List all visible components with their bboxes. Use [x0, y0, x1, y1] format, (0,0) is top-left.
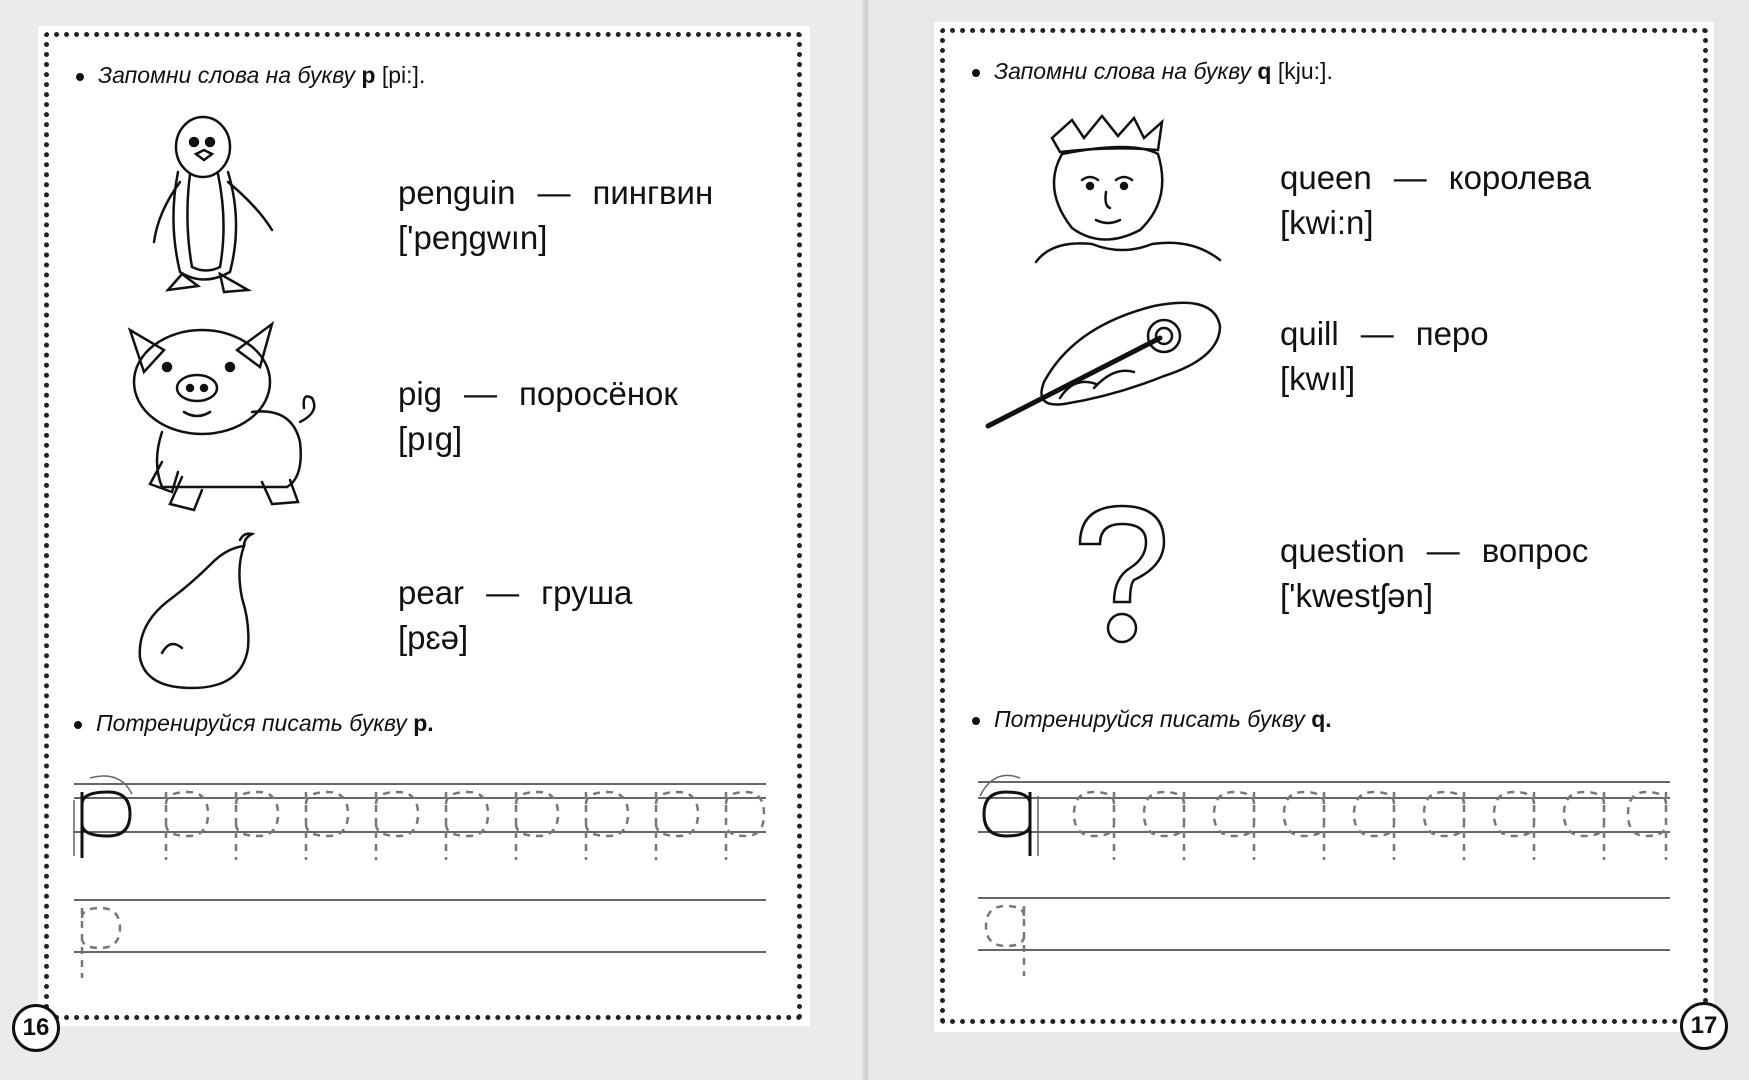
dash: —: [1360, 315, 1394, 352]
header-phonetic: [kju:].: [1277, 58, 1333, 84]
left-writing-practice: [70, 760, 770, 980]
russian-word: поросёнок: [519, 375, 678, 412]
header-phonetic: [pi:].: [381, 62, 426, 88]
transcription: [pıg]: [398, 420, 463, 457]
header-letter: p: [361, 62, 376, 88]
quill-illustration: [984, 296, 1224, 432]
dash: —: [1393, 159, 1427, 196]
practice-letter: q.: [1311, 706, 1332, 732]
transcription: [kwıl]: [1280, 360, 1356, 397]
pear-illustration: [132, 528, 272, 690]
header-letter: q: [1257, 58, 1272, 84]
transcription: ['kwestʃən]: [1280, 577, 1434, 614]
russian-word: вопрос: [1481, 532, 1589, 569]
dash: —: [537, 174, 571, 211]
left-header: [76, 62, 425, 89]
right-writing-practice: [974, 760, 1674, 980]
header-text: Запомни слова на букву: [98, 62, 356, 88]
dash: —: [1426, 532, 1460, 569]
word-quill: [1280, 311, 1489, 401]
header-text: Запомни слова на букву: [994, 58, 1252, 84]
right-header: [972, 58, 1333, 85]
question-mark-illustration: [1074, 502, 1170, 648]
page-16: [0, 0, 868, 1080]
russian-word: пингвин: [592, 174, 714, 211]
practice-text: Потренируйся писать букву: [96, 710, 407, 736]
russian-word: перо: [1415, 315, 1489, 352]
english-word: quill: [1280, 315, 1339, 352]
bullet-icon: [972, 69, 980, 77]
word-pig: [398, 371, 678, 461]
word-penguin: [398, 170, 713, 260]
word-queen: [1280, 155, 1591, 245]
english-word: pig: [398, 375, 443, 412]
transcription: [kwi:n]: [1280, 204, 1374, 241]
transcription: [pɛə]: [398, 619, 469, 656]
pig-illustration: [122, 312, 322, 517]
penguin-illustration: [148, 112, 288, 302]
english-word: queen: [1280, 159, 1372, 196]
english-word: penguin: [398, 174, 516, 211]
word-pear: [398, 570, 632, 660]
page-17: [868, 0, 1749, 1080]
russian-word: груша: [541, 574, 633, 611]
traced-letters: [82, 792, 764, 978]
practice-letter: p.: [413, 710, 434, 736]
english-word: question: [1280, 532, 1405, 569]
word-question: [1280, 528, 1588, 618]
dash: —: [464, 375, 498, 412]
bullet-icon: [74, 721, 82, 729]
transcription: ['peŋgwın]: [398, 219, 548, 256]
bullet-icon: [972, 717, 980, 725]
right-practice-header: [972, 706, 1332, 733]
page-number-17: 17: [1680, 1002, 1728, 1050]
bullet-icon: [76, 73, 84, 81]
page-number-16: 16: [12, 1004, 60, 1052]
english-word: pear: [398, 574, 465, 611]
traced-letters: [986, 792, 1666, 976]
left-practice-header: [74, 710, 434, 737]
practice-text: Потренируйся писать букву: [994, 706, 1305, 732]
dash: —: [486, 574, 520, 611]
russian-word: королева: [1448, 159, 1592, 196]
queen-illustration: [1032, 110, 1232, 270]
